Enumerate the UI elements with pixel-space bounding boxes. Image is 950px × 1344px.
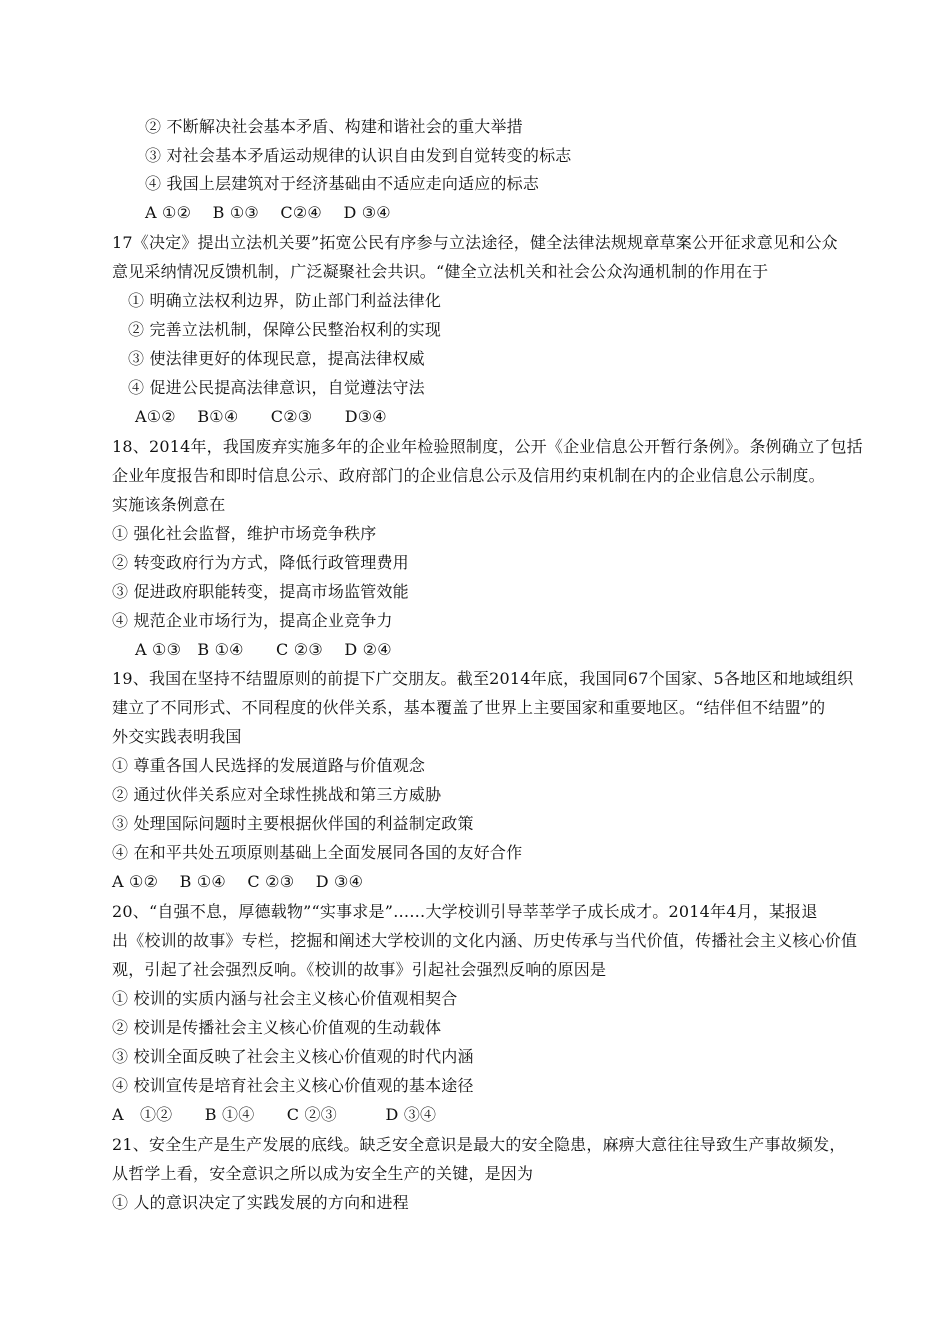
q19-option-2: ② 通过伙伴关系应对全球性挑战和第三方威胁 [112, 785, 442, 804]
q18-option-4: ④ 规范企业市场行为，提高企业竞争力 [112, 611, 393, 630]
q16-option-2: ② 不断解决社会基本矛盾、构建和谐社会的重大举措 [145, 117, 523, 136]
q17-option-4: ④ 促进公民提高法律意识，自觉遵法守法 [128, 378, 425, 397]
q21-stem-line-1: 21、安全生产是生产发展的底线。缺乏安全意识是最大的安全隐患，麻痹大意往往导致生产事故频发， [112, 1135, 846, 1154]
q18-option-3: ③ 促进政府职能转变，提高市场监管效能 [112, 582, 409, 601]
q19-stem-line-3: 外交实践表明我国 [112, 727, 242, 746]
q19-option-1: ① 尊重各国人民选择的发展道路与价值观念 [112, 756, 426, 775]
q17-option-1: ① 明确立法权利边界，防止部门利益法律化 [128, 291, 442, 310]
q18-choices: A ①③ B ①④ C ②③ D ②④ [135, 640, 392, 659]
q19-stem-line-1: 19、我国在坚持不结盟原则的前提下广交朋友。截至2014年底，我国同67个国家、5各地区和地域组织 [112, 669, 854, 688]
q17-stem-line-2: 意见采纳情况反馈机制，广泛凝聚社会共识。“健全立法机关和社会公众沟通机制的作用在于 [112, 262, 769, 281]
q20-choices: A ①② B ①④ C ②③ D ③④ [112, 1105, 437, 1124]
q16-option-4: ④ 我国上层建筑对于经济基础由不适应走向适应的标志 [145, 174, 540, 193]
q20-option-2: ② 校训是传播社会主义核心价值观的生动载体 [112, 1018, 442, 1037]
q20-option-4: ④ 校训宣传是培育社会主义核心价值观的基本途径 [112, 1076, 474, 1095]
q18-option-2: ② 转变政府行为方式，降低行政管理费用 [112, 553, 409, 572]
q16-option-3: ③ 对社会基本矛盾运动规律的认识自由发到自觉转变的标志 [145, 146, 572, 165]
q20-stem-line-3: 观，引起了社会强烈反响。《校训的故事》引起社会强烈反响的原因是 [112, 960, 607, 979]
q19-option-4: ④ 在和平共处五项原则基础上全面发展同各国的友好合作 [112, 843, 523, 862]
q18-option-1: ① 强化社会监督，维护市场竞争秩序 [112, 524, 377, 543]
q20-stem-line-2: 出《校训的故事》专栏，挖掘和阐述大学校训的文化内涵、历史传承与当代价值，传播社会主义核心价值 [112, 931, 858, 950]
q19-option-3: ③ 处理国际问题时主要根据伙伴国的利益制定政策 [112, 814, 474, 833]
q20-option-3: ③ 校训全面反映了社会主义核心价值观的时代内涵 [112, 1047, 474, 1066]
q18-stem-line-2: 企业年度报告和即时信息公示、政府部门的企业信息公示及信用约束机制在内的企业信息公示制度。 [112, 466, 825, 485]
q21-option-1: ① 人的意识决定了实践发展的方向和进程 [112, 1193, 409, 1212]
q16-choices: A ①② B ①③ C②④ D ③④ [145, 203, 391, 222]
q17-option-3: ③ 使法律更好的体现民意，提高法律权威 [128, 349, 425, 368]
q17-stem-line-1: 17《决定》提出立法机关要”拓宽公民有序参与立法途径，健全法律法规规章草案公开征求意见和公众 [112, 233, 838, 252]
q21-stem-line-2: 从哲学上看，安全意识之所以成为安全生产的关键，是因为 [112, 1164, 534, 1183]
q17-choices: A①② B①④ C②③ D③④ [135, 407, 387, 426]
q20-stem-line-1: 20、“自强不息，厚德载物”“实事求是”……大学校训引导莘莘学子成长成才。2014年4月，某报退 [112, 902, 818, 921]
q19-choices: A ①② B ①④ C ②③ D ③④ [112, 872, 364, 891]
q18-stem-line-3: 实施该条例意在 [112, 495, 226, 514]
q17-option-2: ② 完善立法机制，保障公民整治权利的实现 [128, 320, 442, 339]
q18-stem-line-1: 18、2014年，我国废弃实施多年的企业年检验照制度，公开《企业信息公开暂行条例》。条例确立了包括 [112, 437, 863, 456]
q19-stem-line-2: 建立了不同形式、不同程度的伙伴关系，基本覆盖了世界上主要国家和重要地区。“结伴但不结盟”的 [112, 698, 826, 717]
q20-option-1: ① 校训的实质内涵与社会主义核心价值观相契合 [112, 989, 458, 1008]
